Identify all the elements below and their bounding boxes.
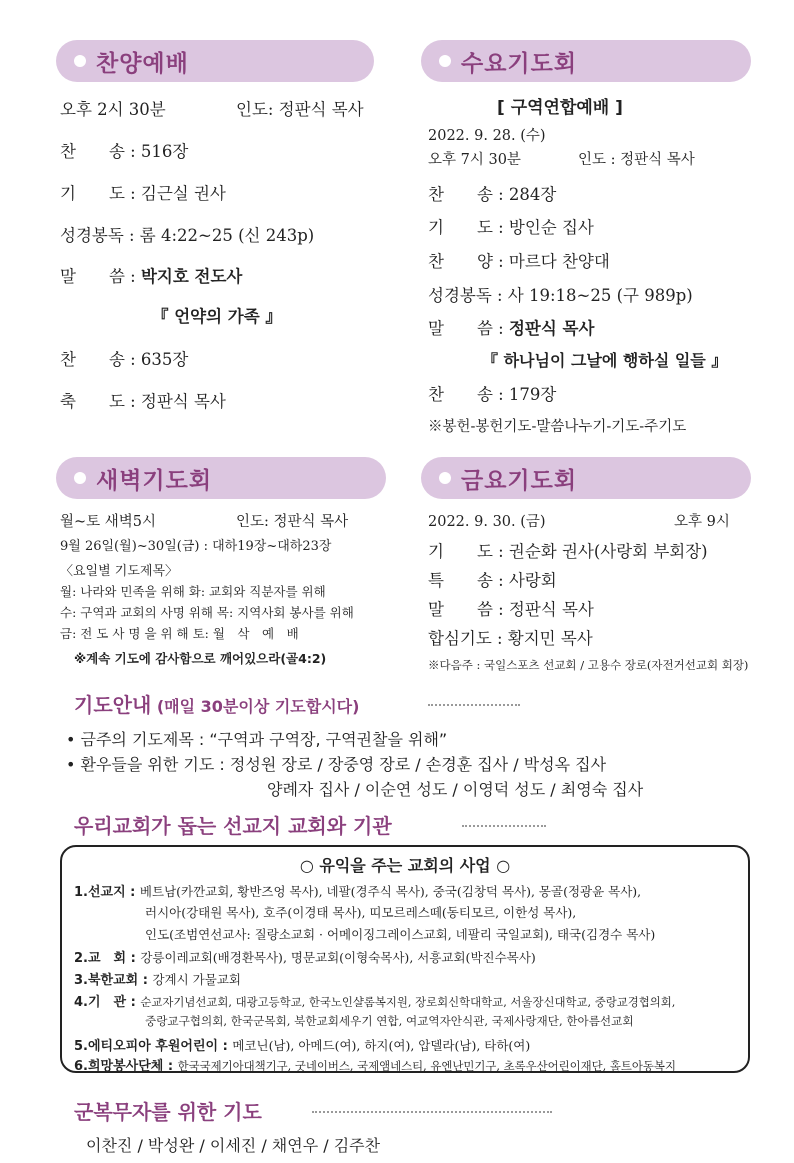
wednesday-header: [421, 40, 751, 82]
mission-row-4-label: 4.기 관 :: [74, 995, 141, 1010]
friday-next: ※다음주 : 국일스포츠 선교회 / 고용수 장로(자전거선교회 회장): [428, 658, 749, 672]
dawn-days: 월~토 새벽5시: [60, 514, 157, 530]
mission-row-4-cont: 중랑교구협의회, 한국군목회, 북한교회세우기 연합, 여교역자안식관, 국제사랑재단, 한아름선교회: [145, 1014, 634, 1028]
wednesday-preacher: 정판식 목사: [508, 319, 595, 338]
wednesday-prayer: 기 도 : 방인순 집사: [428, 218, 594, 237]
wednesday-sermon-title: 『 하나님이 그날에 행하실 일들 』: [482, 351, 728, 370]
sunday-scripture: 성경봉독 : 롬 4:22~25 (신 243p): [60, 226, 315, 245]
wednesday-hymn2: 찬 송 : 179장: [428, 385, 557, 404]
friday-sermon: 말 씀 : 정판식 목사: [428, 600, 594, 619]
wednesday-time: 오후 7시 30분: [428, 152, 521, 168]
prayer-item-sick-cont: 양례자 집사 / 이순연 성도 / 이영덕 성도 / 최영숙 집사: [267, 780, 644, 799]
mission-row-1-cont2: 인도(조범연선교사: 질랑소교회 · 어메이징그레이스교회, 네팔리 국일교회), 태국(김경수 목사): [145, 927, 656, 942]
missions-box-title: ○ 유익을 주는 교회의 사업 ○: [299, 856, 511, 875]
divider-dots: [428, 704, 520, 706]
mission-row-3-label: 3.북한교회 :: [74, 973, 153, 988]
sunday-hymn2: 찬 송 : 635장: [60, 350, 189, 369]
mission-row-4: [74, 991, 675, 1010]
mission-row-3-text: 강계시 가물교회: [152, 972, 241, 987]
sunday-preacher: 박지호 전도사: [140, 267, 243, 286]
bullet-dot-icon: [439, 55, 451, 67]
dawn-verse: ※계속 기도에 감사함으로 깨어있으라(골4:2): [74, 651, 327, 666]
mission-row-6-text: 한국국제기아대책기구, 굿네이버스, 국제앰네스티, 유엔난민기구, 초록우산어린이재단, 홀트아동복지: [177, 1059, 676, 1073]
dawn-topics-row3: 금: 전 도 사 명 을 위 해 토: 월 삭 예 배: [60, 626, 299, 641]
sunday-sermon: [60, 263, 242, 287]
mission-row-5-label: 5.에티오피아 후원어린이 :: [74, 1039, 233, 1054]
wednesday-date: 2022. 9. 28. (수): [428, 128, 546, 144]
mission-row-2-text: 강릉이레교회(배경환목사), 명문교회(이형숙목사), 서흥교회(박진수목사): [140, 950, 536, 965]
friday-closing: 합심기도 : 황지민 목사: [428, 629, 593, 648]
military-names: 이찬진 / 박성완 / 이세진 / 채연우 / 김주찬: [86, 1136, 381, 1155]
prayer-item-weekly: • 금주의 기도제목 : “구역과 구역장, 구역권찰을 위해”: [66, 730, 448, 749]
mission-row-1-label: 1.선교지 :: [74, 885, 140, 900]
wednesday-sermon-label: 말 씀 :: [428, 319, 509, 338]
bullet-dot-icon: [74, 472, 86, 484]
prayer-item-sick: • 환우들을 위한 기도 : 정성원 장로 / 장중영 장로 / 손경훈 집사 / 박성옥 집사: [66, 755, 607, 774]
sunday-sermon-title: 『 언약의 가족 』: [152, 307, 282, 326]
mission-row-5: [74, 1035, 530, 1054]
divider-dots: [312, 1111, 552, 1113]
sunday-hymn1: 찬 송 : 516장: [60, 142, 189, 161]
friday-time: 오후 9시: [674, 514, 730, 530]
wednesday-leader: 인도 : 정판식 목사: [578, 152, 695, 168]
divider-dots: [462, 825, 546, 827]
wednesday-subtitle: [ 구역연합예배 ]: [497, 98, 623, 118]
sunday-sermon-label: 말 씀 :: [60, 267, 141, 286]
mission-row-6-label: 6.희망봉사단체 :: [74, 1059, 178, 1074]
dawn-topics-row1: 월: 나라와 민족을 위해 화: 교회와 직분자를 위해: [60, 584, 326, 599]
mission-row-1-text: 베트남(카깐교회, 황반즈엉 목사), 네팔(경주식 목사), 중국(김창덕 목사), 몽골(정광윤 목사),: [139, 884, 642, 899]
sunday-prayer: 기 도 : 김근실 권사: [60, 184, 226, 203]
dawn-header: [56, 457, 386, 499]
military-title: 군복무자를 위한 기도: [74, 1100, 262, 1124]
wednesday-sermon: [428, 315, 594, 339]
sunday-time: 오후 2시 30분: [60, 100, 166, 119]
dawn-topics-row2: 수: 구역과 교회의 사명 위해 목: 지역사회 봉사를 위해: [60, 605, 354, 620]
mission-row-3: [74, 969, 241, 988]
wednesday-title: 수요기도회: [461, 51, 578, 77]
dawn-period: 9월 26일(월)~30일(금) : 대하19장~대하23장: [60, 539, 332, 554]
sunday-title: 찬양예배: [96, 51, 189, 77]
mission-row-2-label: 2.교 회 :: [74, 951, 141, 966]
mission-row-2: [74, 947, 536, 966]
bullet-dot-icon: [74, 55, 86, 67]
prayer-guide-title-text: 기도안내: [74, 693, 152, 717]
sunday-benediction: 축 도 : 정판식 목사: [60, 392, 226, 411]
wednesday-choir: 찬 양 : 마르다 찬양대: [428, 252, 610, 271]
mission-row-5-text: 메코닌(남), 아메드(여), 하지(여), 압델라(남), 타하(여): [232, 1038, 531, 1053]
dawn-title: 새벽기도회: [96, 468, 213, 494]
friday-header: [421, 457, 751, 499]
wednesday-scripture: 성경봉독 : 사 19:18~25 (구 989p): [428, 286, 693, 305]
friday-title: 금요기도회: [461, 468, 578, 494]
friday-prayer: 기 도 : 권순화 권사(사랑회 부회장): [428, 542, 708, 561]
missions-box: [60, 845, 750, 1073]
sunday-header: [56, 40, 374, 82]
prayer-guide-title: [74, 689, 359, 718]
bullet-dot-icon: [439, 472, 451, 484]
mission-row-4-text: 순교자기념선교회, 대광고등학교, 한국노인샬롬복지원, 장로회신학대학교, 서울장신대학교, 중랑교경협의회,: [140, 995, 676, 1009]
missions-title: 우리교회가 돕는 선교지 교회와 기관: [74, 814, 392, 838]
friday-special: 특 송 : 사랑회: [428, 571, 557, 590]
mission-row-1: [74, 881, 641, 900]
wednesday-hymn1: 찬 송 : 284장: [428, 185, 557, 204]
prayer-guide-subtitle: (매일 30분이상 기도합시다): [151, 697, 360, 716]
mission-row-6: [74, 1055, 676, 1074]
friday-date: 2022. 9. 30. (금): [428, 514, 546, 530]
dawn-leader: 인도: 정판식 목사: [236, 514, 349, 530]
sunday-leader: 인도: 정판식 목사: [236, 100, 364, 119]
wednesday-order: ※봉헌-봉헌기도-말씀나누기-기도-주기도: [428, 419, 687, 435]
dawn-topics-head: 〈요일별 기도제목〉: [60, 564, 179, 579]
mission-row-1-cont1: 러시아(강태원 목사), 호주(이경태 목사), 띠모르레스떼(동티모르, 이한성 목사),: [145, 905, 577, 920]
